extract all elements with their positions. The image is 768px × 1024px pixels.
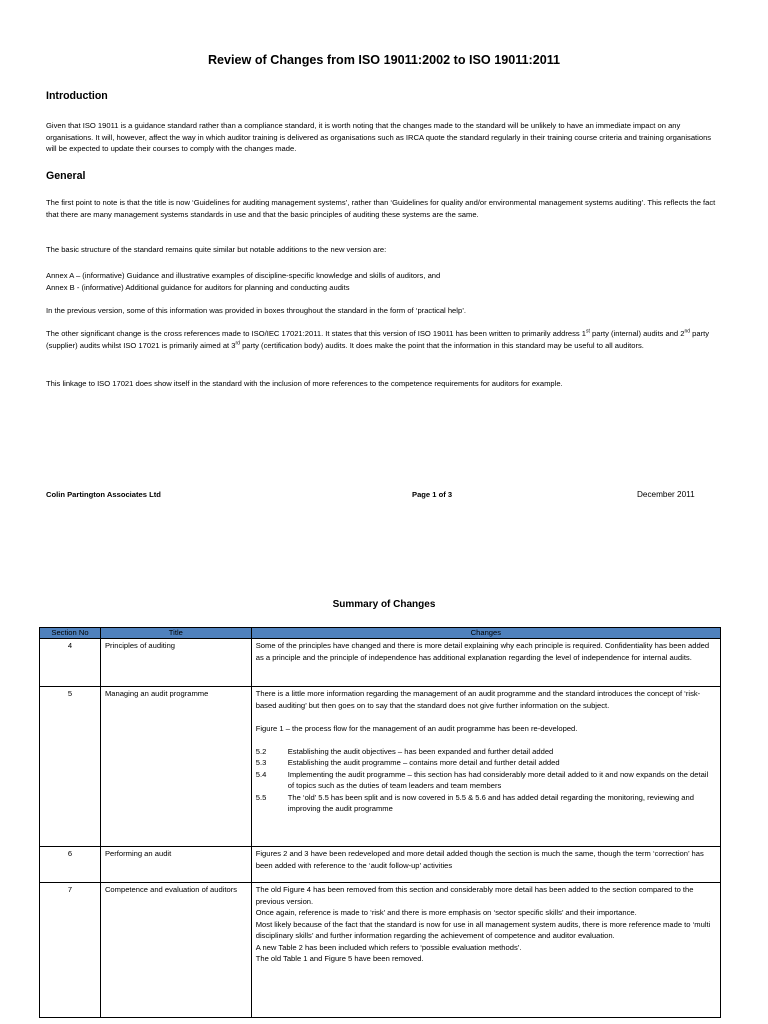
section-number: 7 [40,883,101,1018]
changes-paragraph: Figure 1 – the process flow for the management of an audit programme has been re-developed. [255,723,578,733]
list-item: 5.2 Establishing the audit objectives – has been expanded and further detail added [255,746,554,756]
section-title: Managing an audit programme [100,687,251,847]
general-heading: General [46,170,86,182]
general-paragraph-cross-references: The other significant change is the cross references made to ISO/IEC 17021:2011. It states that this version of ISO 19011 has been written to primarily address 1st party (internal) audits and 2nd party (supplier) audits whilst ISO 17021 is primarily aimed at 3rd party (certification body) audits. It does make the point that the information in this standard may be useful to all auditors. [46,328,710,350]
changes-paragraph: There is a little more information regarding the management of an audit programme and the standard introduces the concept of ‘risk-based auditing’ but then goes on to say that the standard does not give further information on the subject. [255,689,701,710]
general-paragraph-practical-help: In the previous version, some of this information was provided in boxes throughout the standard in the form of ‘practical help’. [46,306,466,315]
list-item: 5.5 The ‘old’ 5.5 has been split and is now covered in 5.5 & 5.6 and has added detail regarding the monitoring, reviewing and improving the audit programme [255,792,694,813]
changes-line: Most likely because of the fact that the standard is now for use in all management system audits, there is more reference made to ‘multi disciplinary skills’ and further information regarding the achievement of competence and auditor evaluation. [255,919,711,940]
section-title: Performing an audit [100,847,251,883]
footer-page-number: Page 1 of 3 [412,490,453,499]
summary-heading: Summary of Changes [332,599,436,610]
summary-table [39,627,721,1018]
table-row [40,687,721,847]
introduction-paragraph: Given that ISO 19011 is a guidance standard rather than a compliance standard, it is worth noting that the changes made to the standard will be unlikely to have an immediate impact on any organisations. It will, however, affect the way in which auditor training is delivered as organisations such as IRCA quote the standard regularly in their training course criteria and training organisations will be expected to update their courses to comply with the changes made. [46,121,712,153]
section-changes [251,883,720,1018]
general-paragraph-linkage: This linkage to ISO 17021 does show itself in the standard with the inclusion of more references to the competence requirements for auditors for example. [46,379,563,388]
section-number: 4 [40,639,101,687]
section-number: 5 [40,687,101,847]
general-paragraph-title-change: The first point to note is that the title is now ‘Guidelines for auditing management systems’, rather than ‘Guidelines for quality and/or environmental management systems auditing’. This reflects the fact that there are many management systems standards in use and that the basic principles of auditing these systems are the same. [46,198,716,219]
list-item: 5.4 Implementing the audit programme – this section has had considerably more detail added to it and now expands on the detail of topics such as the duties of team leaders and team members [255,769,709,790]
column-header-title: Title [100,628,251,639]
table-header-row [40,628,721,639]
changes-line: A new Table 2 has been included which refers to ‘possible evaluation methods’. [255,942,522,952]
general-paragraph-structure: The basic structure of the standard remains quite similar but notable additions to the new version are: [46,245,387,254]
document-title: Review of Changes from ISO 19011:2002 to ISO 19011:2011 [207,53,561,67]
footer-company: Colin Partington Associates Ltd [46,490,161,499]
section-changes: Figures 2 and 3 have been redeveloped and more detail added though the section is much the same, though the term ‘correction’ has been added with reference to the ‘audit follow-up’ activities [251,847,720,883]
footer-date: December 2011 [637,490,695,499]
table-row [40,847,721,883]
section-changes [251,687,720,847]
annex-a-line: Annex A – (informative) Guidance and illustrative examples of discipline-specific knowledge and skills of auditors, and [46,271,441,280]
changes-line: The old Table 1 and Figure 5 have been removed. [255,954,424,963]
column-header-section: Section No [40,628,101,639]
section-number: 6 [40,847,101,883]
annex-b-line: Annex B - (informative) Additional guidance for auditors for planning and conducting audits [46,283,350,292]
table-row [40,639,721,687]
section-changes: Some of the principles have changed and there is more detail explaining why each principle is required. Confidentiality has been added as a principle and the principle of independence has additional explanation regarding the level of independence for internal audits. [251,639,720,687]
section-title: Principles of auditing [100,639,251,687]
changes-line: The old Figure 4 has been removed from this section and considerably more detail has been added to the section compared to the previous version. [255,885,694,906]
section-title: Competence and evaluation of auditors [100,883,251,1018]
table-row [40,883,721,1018]
introduction-heading: Introduction [46,90,108,102]
column-header-changes: Changes [251,628,720,639]
list-item: 5.3 Establishing the audit programme – contains more detail and further detail added [255,758,560,767]
changes-line: Once again, reference is made to ‘risk’ and there is more emphasis on ‘sector specific skills’ and their importance. [255,908,637,917]
